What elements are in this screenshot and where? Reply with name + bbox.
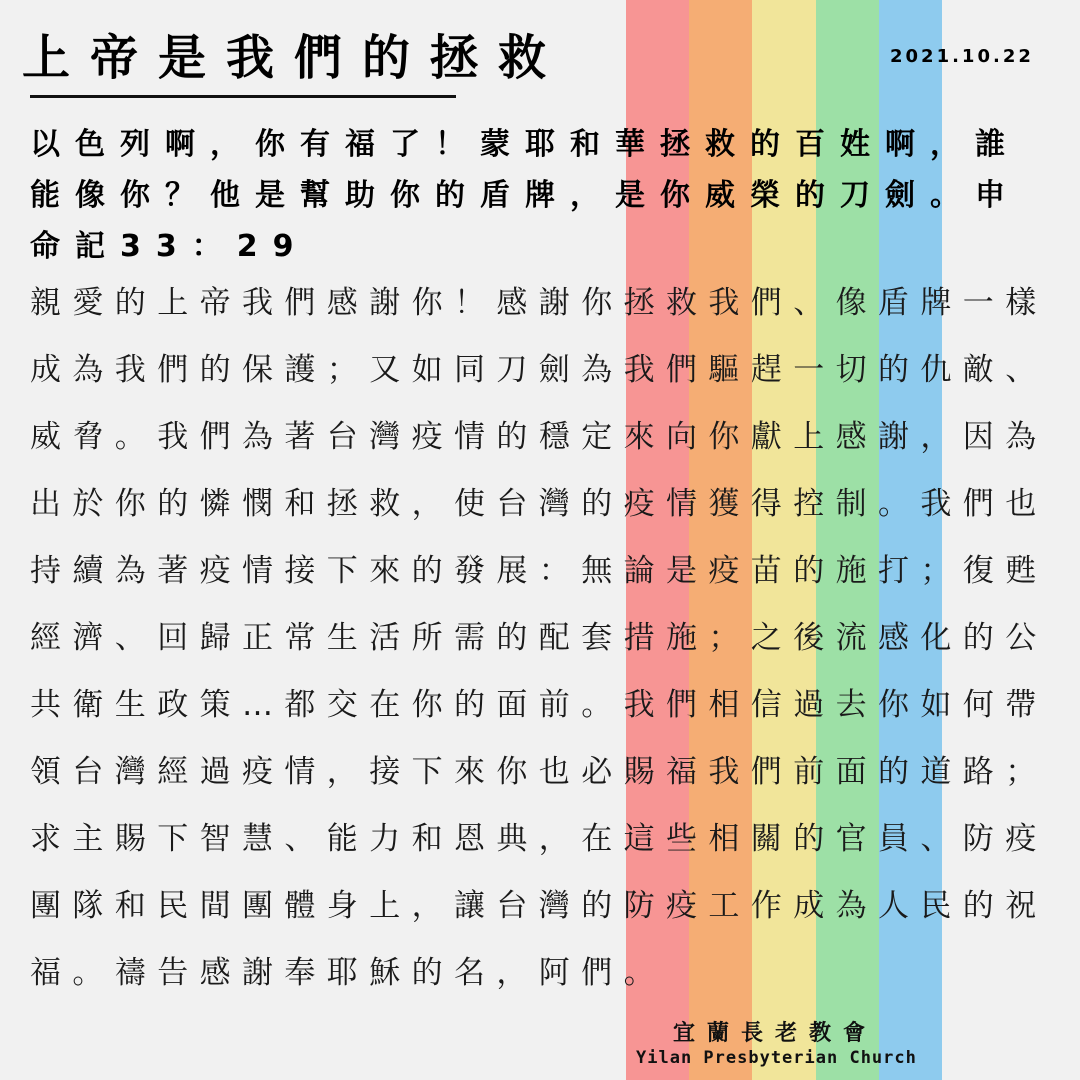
scripture-verse: 以色列啊，你有福了！蒙耶和華拯救的百姓啊，誰能像你？他是幫助你的盾牌，是你威榮的刀劍。申命記33：29 (30, 127, 1020, 264)
church-name-english: Yilan Presbyterian Church (636, 1048, 917, 1068)
prayer-text: 親愛的上帝我們感謝你！感謝你拯救我們、像盾牌一樣成為我們的保護；又如同刀劍為我們驅趕一切的仇敵、威脅。我們為著台灣疫情的穩定來向你獻上感謝，因為出於你的憐憫和拯救，使台灣的疫情獲得控制。我們也持續為著疫情接下來的發展：無論是疫苗的施打；復甦經濟、回歸正常生活所需的配套措施；之後流感化的公共衛生政策…都交在你的面前。我們相信過去你如何帶領台灣經過疫情，接下來你也必賜福我們前面的道路；求主賜下智慧、能力和恩典，在這些相關的官員、防疫團隊和民間團體身上，讓台灣的防疫工作成為人民的祝福。禱告感謝奉耶穌的名，阿們。 (30, 285, 1048, 991)
page-title: 上帝是我們的拯救 (22, 30, 567, 86)
date-label: 2021.10.22 (890, 46, 1034, 67)
church-name-chinese: 宜蘭長老教會 (673, 1021, 878, 1046)
title-underline (30, 95, 456, 98)
